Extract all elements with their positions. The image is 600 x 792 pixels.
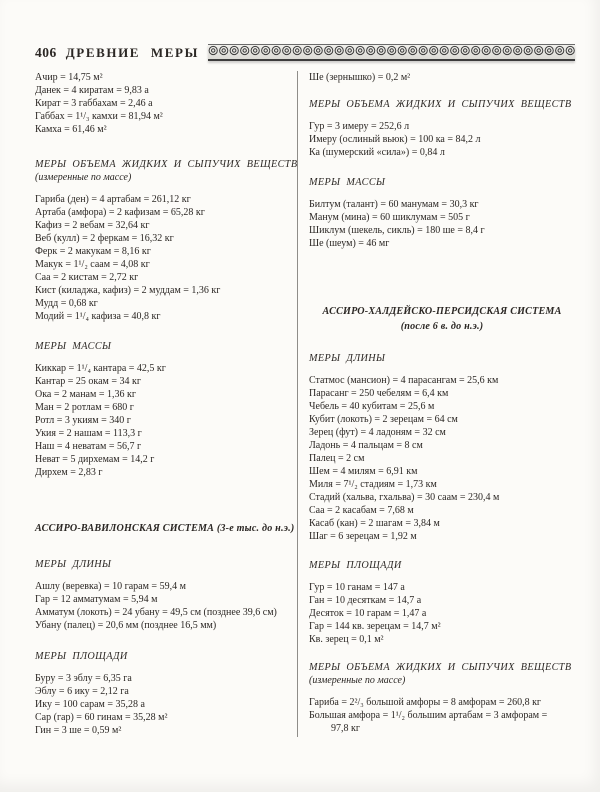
measure-line: Гариба (ден) = 4 артабам = 261,12 кг xyxy=(35,194,191,205)
measure-line: Касаб (кан) = 2 шагам = 3,84 м xyxy=(309,518,440,529)
page-body xyxy=(35,71,575,737)
measure-line: Миля = 7¹/₂ стадиям = 1,73 км xyxy=(309,479,437,490)
section-heading: МЕРЫ ОБЪЕМА ЖИДКИХ И СЫПУЧИХ ВЕЩЕСТВ xyxy=(309,99,572,110)
section-note: (измеренные по массе) xyxy=(309,675,406,686)
measure-line: Ман = 2 ротлам = 680 г xyxy=(35,402,134,413)
section-heading: МЕРЫ ДЛИНЫ xyxy=(309,353,386,364)
measure-line: Билтум (талант) = 60 манумам = 30,3 кг xyxy=(309,199,479,210)
measure-line: Саа = 2 касабам = 7,68 м xyxy=(309,505,414,516)
measure-line: Чебель = 40 кубитам = 25,6 м xyxy=(309,401,435,412)
section-heading: МЕРЫ МАССЫ xyxy=(309,177,386,188)
measure-line: Неват = 5 дирхемам = 14,2 г xyxy=(35,454,155,465)
measure-line: Десяток = 10 гарам = 1,47 а xyxy=(309,608,427,619)
measure-line: Палец = 2 см xyxy=(309,453,365,464)
measure-line: Ока = 2 манам = 1,36 кг xyxy=(35,389,136,400)
measure-line-continuation: 97,8 кг xyxy=(331,723,360,734)
measure-line: Ачир = 14,75 м² xyxy=(35,72,103,83)
measure-line: Ган = 10 десяткам = 14,7 а xyxy=(309,595,422,606)
measure-line: Кв. зерец = 0,1 м² xyxy=(309,634,384,645)
measure-line: Артаба (амфора) = 2 кафизам = 65,28 кг xyxy=(35,207,205,218)
measure-line: Гар = 12 амматумам = 5,94 м xyxy=(35,594,158,605)
system-subheading: (после 6 в. до н.э.) xyxy=(400,321,484,332)
measure-line: Дирхем = 2,83 г xyxy=(35,467,103,478)
measure-line: Шиклум (шекель, сикль) = 180 ше = 8,4 г xyxy=(309,225,485,236)
measure-line: Статмос (мансион) = 4 парасангам = 25,6 км xyxy=(309,375,499,386)
measure-line: Шем = 4 милям = 6,91 км xyxy=(309,466,418,477)
measure-line: Буру = 3 эблу = 6,35 га xyxy=(35,673,132,684)
measure-line: Киккар = 1¹/₄ кантара = 42,5 кг xyxy=(35,363,166,374)
measure-line: Укия = 2 нашам = 113,3 г xyxy=(35,428,142,439)
measure-line: Манум (мина) = 60 шиклумам = 505 г xyxy=(309,212,470,223)
section-note: (измеренные по массе) xyxy=(35,172,132,183)
section-heading: МЕРЫ ДЛИНЫ xyxy=(35,559,112,570)
page-number: 406 xyxy=(35,44,57,60)
measure-line: Ше (зернышко) = 0,2 м² xyxy=(309,72,411,83)
running-head xyxy=(35,44,575,61)
measure-line: Зерец (фут) = 4 ладоням = 32 см xyxy=(309,427,446,438)
measure-line: Ферк = 2 макукам = 8,16 кг xyxy=(35,246,151,257)
measure-line: Амматум (локоть) = 24 убану = 49,5 см (позднее 39,6 см) xyxy=(35,607,277,618)
section-heading: МЕРЫ ОБЪЕМА ЖИДКИХ И СЫПУЧИХ ВЕЩЕСТВ xyxy=(35,159,298,170)
measure-line: Шаг = 6 зерецам = 1,92 м xyxy=(309,531,417,542)
measure-line: Макук = 1¹/₂ саам = 4,08 кг xyxy=(35,259,150,270)
measure-line: Гур = 3 имеру = 252,6 л xyxy=(309,121,410,132)
measure-line: Большая амфора = 1¹/₂ большим артабам = 3 амфорам = xyxy=(309,710,548,721)
measure-line: Кист (киладжа, кафиз) = 2 муддам = 1,36 кг xyxy=(35,285,221,296)
measure-line: Веб (кулл) = 2 феркам = 16,32 кг xyxy=(35,233,174,244)
measure-line: Модий = 1¹/₄ кафиза = 40,8 кг xyxy=(35,311,161,322)
measure-line: Камха = 61,46 м² xyxy=(35,124,107,135)
section-heading: МЕРЫ МАССЫ xyxy=(35,341,112,352)
measure-line: Ладонь = 4 пальцам = 8 см xyxy=(309,440,423,451)
system-heading: АССИРО-ВАВИЛОНСКАЯ СИСТЕМА (3-е тыс. до н.э.) xyxy=(35,523,295,534)
measure-line: Убану (палец) = 20,6 мм (позднее 16,5 мм) xyxy=(35,620,217,631)
measure-line: Наш = 4 неватам = 56,7 г xyxy=(35,441,142,452)
measure-line: Кантар = 25 окам = 34 кг xyxy=(35,376,141,387)
measure-line: Саа = 2 кистам = 2,72 кг xyxy=(35,272,139,283)
measure-line: Эблу = 6 ику = 2,12 га xyxy=(35,686,129,697)
system-heading: АССИРО-ХАЛДЕЙСКО-ПЕРСИДСКАЯ СИСТЕМА xyxy=(322,306,562,317)
measure-line: Сар (гар) = 60 гинам = 35,28 м² xyxy=(35,712,168,723)
measure-line: Мудд = 0,68 кг xyxy=(35,298,98,309)
measure-line: Гин = 3 ше = 0,59 м² xyxy=(35,725,122,736)
measure-line: Парасанг = 250 чебелям = 6,4 км xyxy=(309,388,449,399)
right-column xyxy=(298,71,575,737)
measure-line: Ше (шеум) = 46 мг xyxy=(309,238,390,249)
section-heading: МЕРЫ ПЛОЩАДИ xyxy=(35,651,128,662)
section-heading: МЕРЫ ОБЪЕМА ЖИДКИХ И СЫПУЧИХ ВЕЩЕСТВ xyxy=(309,662,572,673)
measure-line: Данек = 4 киратам = 9,83 а xyxy=(35,85,149,96)
measure-line: Кубит (локоть) = 2 зерецам = 64 см xyxy=(309,414,458,425)
measure-line: Ику = 100 сарам = 35,28 а xyxy=(35,699,145,710)
left-column xyxy=(35,71,298,737)
measure-line: Гур = 10 ганам = 147 а xyxy=(309,582,405,593)
measure-line: Габбах = 1¹/₃ камхи = 81,94 м² xyxy=(35,111,163,122)
measure-line: Ротл = 3 укиям = 340 г xyxy=(35,415,131,426)
ornament-border xyxy=(208,44,575,61)
running-title: ДРЕВНИЕ МЕРЫ xyxy=(65,44,199,60)
measure-line: Гар = 144 кв. зерецам = 14,7 м² xyxy=(309,621,441,632)
measure-line: Кират = 3 габбахам = 2,46 а xyxy=(35,98,153,109)
measure-line: Ка (шумерский «сила») = 0,84 л xyxy=(309,147,445,158)
measure-line: Имеру (ослиный вьюк) = 100 ка = 84,2 л xyxy=(309,134,481,145)
measure-line: Ашлу (веревка) = 10 гарам = 59,4 м xyxy=(35,581,186,592)
measure-line: Стадий (хальва, гхальва) = 30 саам = 230,4 м xyxy=(309,492,500,503)
measure-line: Гариба = 2²/₃ большой амфоры = 8 амфорам = 260,8 кг xyxy=(309,697,542,708)
section-heading: МЕРЫ ПЛОЩАДИ xyxy=(309,560,402,571)
measure-line: Кафиз = 2 вебам = 32,64 кг xyxy=(35,220,150,231)
